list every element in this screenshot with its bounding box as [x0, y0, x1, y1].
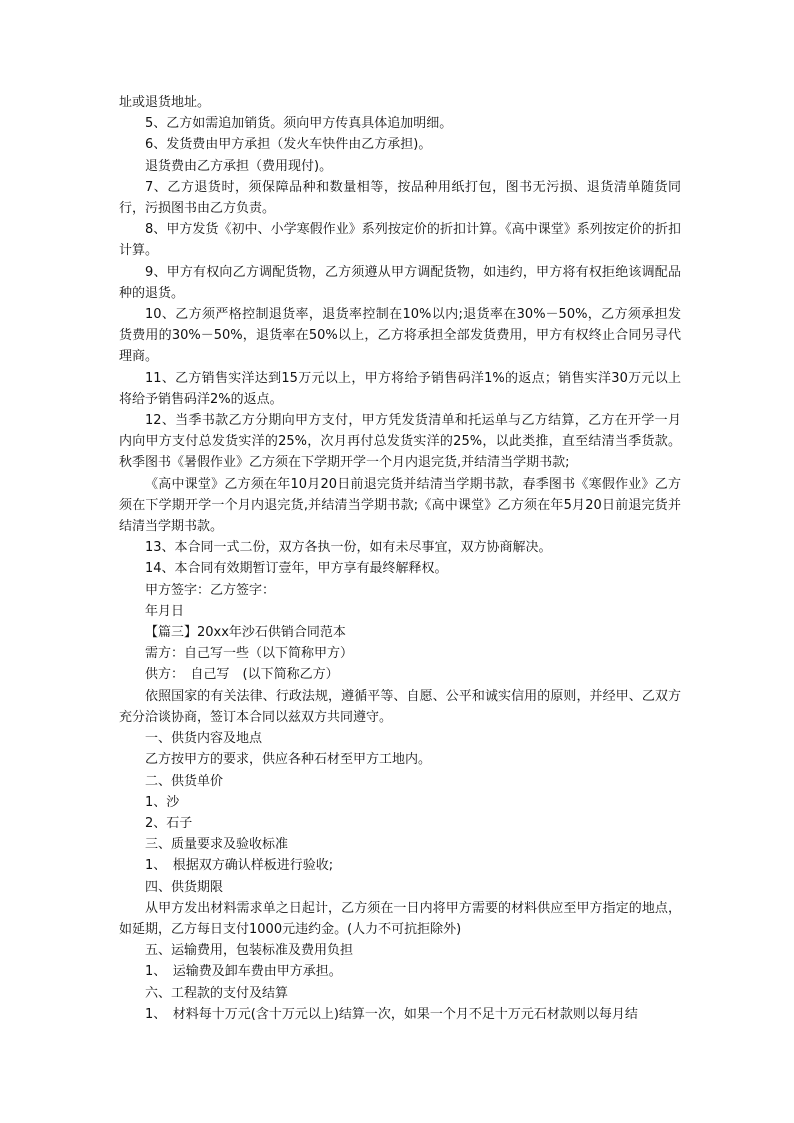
paragraph: 13、本合同一式二份，双方各执一份，如有未尽事宜，双方协商解决。: [145, 540, 552, 556]
list-item: 1、沙: [145, 794, 180, 810]
paragraph: 址或退货地址。: [119, 95, 211, 110]
paragraph: 《高中课堂》乙方须在年10月20日前退完货并结清当学期书款，春季图书《寒假作业》乙方须在下学期开学一个月内退完货,并结清当学期书款;《高中课堂》乙方须在年5月20日前退完货并结清当学期书款。: [119, 476, 681, 535]
paragraph: 10、乙方须严格控制退货率，退货率控制在10%以内;退货率在30%－50%，乙方须承担发货费用的30%－50%，退货率在50%以上，乙方将承担全部发货费用，甲方有权终止合同另寻代理商。: [119, 307, 681, 365]
paragraph: 需方：自己写一些（以下简称甲方）: [145, 646, 354, 662]
paragraph: 供方： 自己写 (以下简称乙方）: [145, 667, 339, 683]
list-item: 2、石子: [145, 815, 193, 831]
list-item: 1、 运输费及卸车费由甲方承担。: [145, 964, 342, 980]
section-title: 【篇三】20xx年沙石供销合同范本: [145, 625, 346, 641]
paragraph: 6、发货费由甲方承担（发火车快件由乙方承担)。: [145, 137, 432, 153]
paragraph: 12、当季书款乙方分期向甲方支付，甲方凭发货清单和托运单与乙方结算，乙方在开学一月内向甲方支付总发货实洋的25%，次月再付总发货实洋的25%，以此类推，直至结清当季货款。秋季图书《暑假作业》乙方须在下学期开学一个月内退完货,并结清当学期书款;: [119, 413, 681, 471]
paragraph: 8、甲方发货《初中、小学寒假作业》系列按定价的折扣计算。《高中课堂》系列按定价的折扣计算。: [119, 222, 681, 259]
paragraph: 14、本合同有效期暂订壹年，甲方享有最终解释权。: [145, 561, 448, 577]
clause-heading: 三、质量要求及验收标准: [145, 837, 289, 853]
paragraph: 依照国家的有关法律、行政法规，遵循平等、自愿、公平和诚实信用的原则，并经甲、乙双方充分洽谈协商，签订本合同以兹双方共同遵守。: [119, 688, 681, 725]
clause-heading: 一、供货内容及地点: [145, 731, 263, 747]
list-item: 1、 根据双方确认样板进行验收;: [145, 858, 334, 874]
paragraph: 7、乙方退货时，须保障品种和数量相等，按品种用纸打包，图书无污损、退货清单随货同行，污损图书由乙方负责。: [119, 179, 681, 217]
clause-heading: 四、供货期限: [145, 879, 224, 895]
clause-heading: 五、运输费用，包装标准及费用负担: [145, 943, 354, 959]
paragraph: 乙方按甲方的要求，供应各种石材至甲方工地内。: [145, 752, 432, 768]
paragraph: 5、乙方如需追加销货。须向甲方传真具体追加明细。: [145, 116, 453, 132]
paragraph: 退货费由乙方承担（费用现付)。: [145, 158, 333, 174]
signature-line: 甲方签字：乙方签字：: [145, 582, 276, 598]
clause-heading: 二、供货单价: [145, 773, 224, 789]
list-item: 1、 材料每十万元(含十万元以上)结算一次，如果一个月不足十万元石材款则以每月结: [145, 1006, 638, 1022]
paragraph: 11、乙方销售实洋达到15万元以上，甲方将给予销售码洋1%的返点；销售实洋30万元以上将给予销售码洋2%的返点。: [119, 370, 681, 407]
date-line: 年月日: [145, 603, 185, 619]
paragraph: 从甲方发出材料需求单之日起计，乙方须在一日内将甲方需要的材料供应至甲方指定的地点，如延期，乙方每日支付1000元违约金。(人力不可抗拒除外): [119, 900, 681, 937]
clause-heading: 六、工程款的支付及结算: [145, 985, 289, 1001]
paragraph: 9、甲方有权向乙方调配货物，乙方须遵从甲方调配货物，如违约，甲方将有权拒绝该调配品种的退货。: [119, 264, 681, 301]
document-page: [119, 92, 681, 1025]
